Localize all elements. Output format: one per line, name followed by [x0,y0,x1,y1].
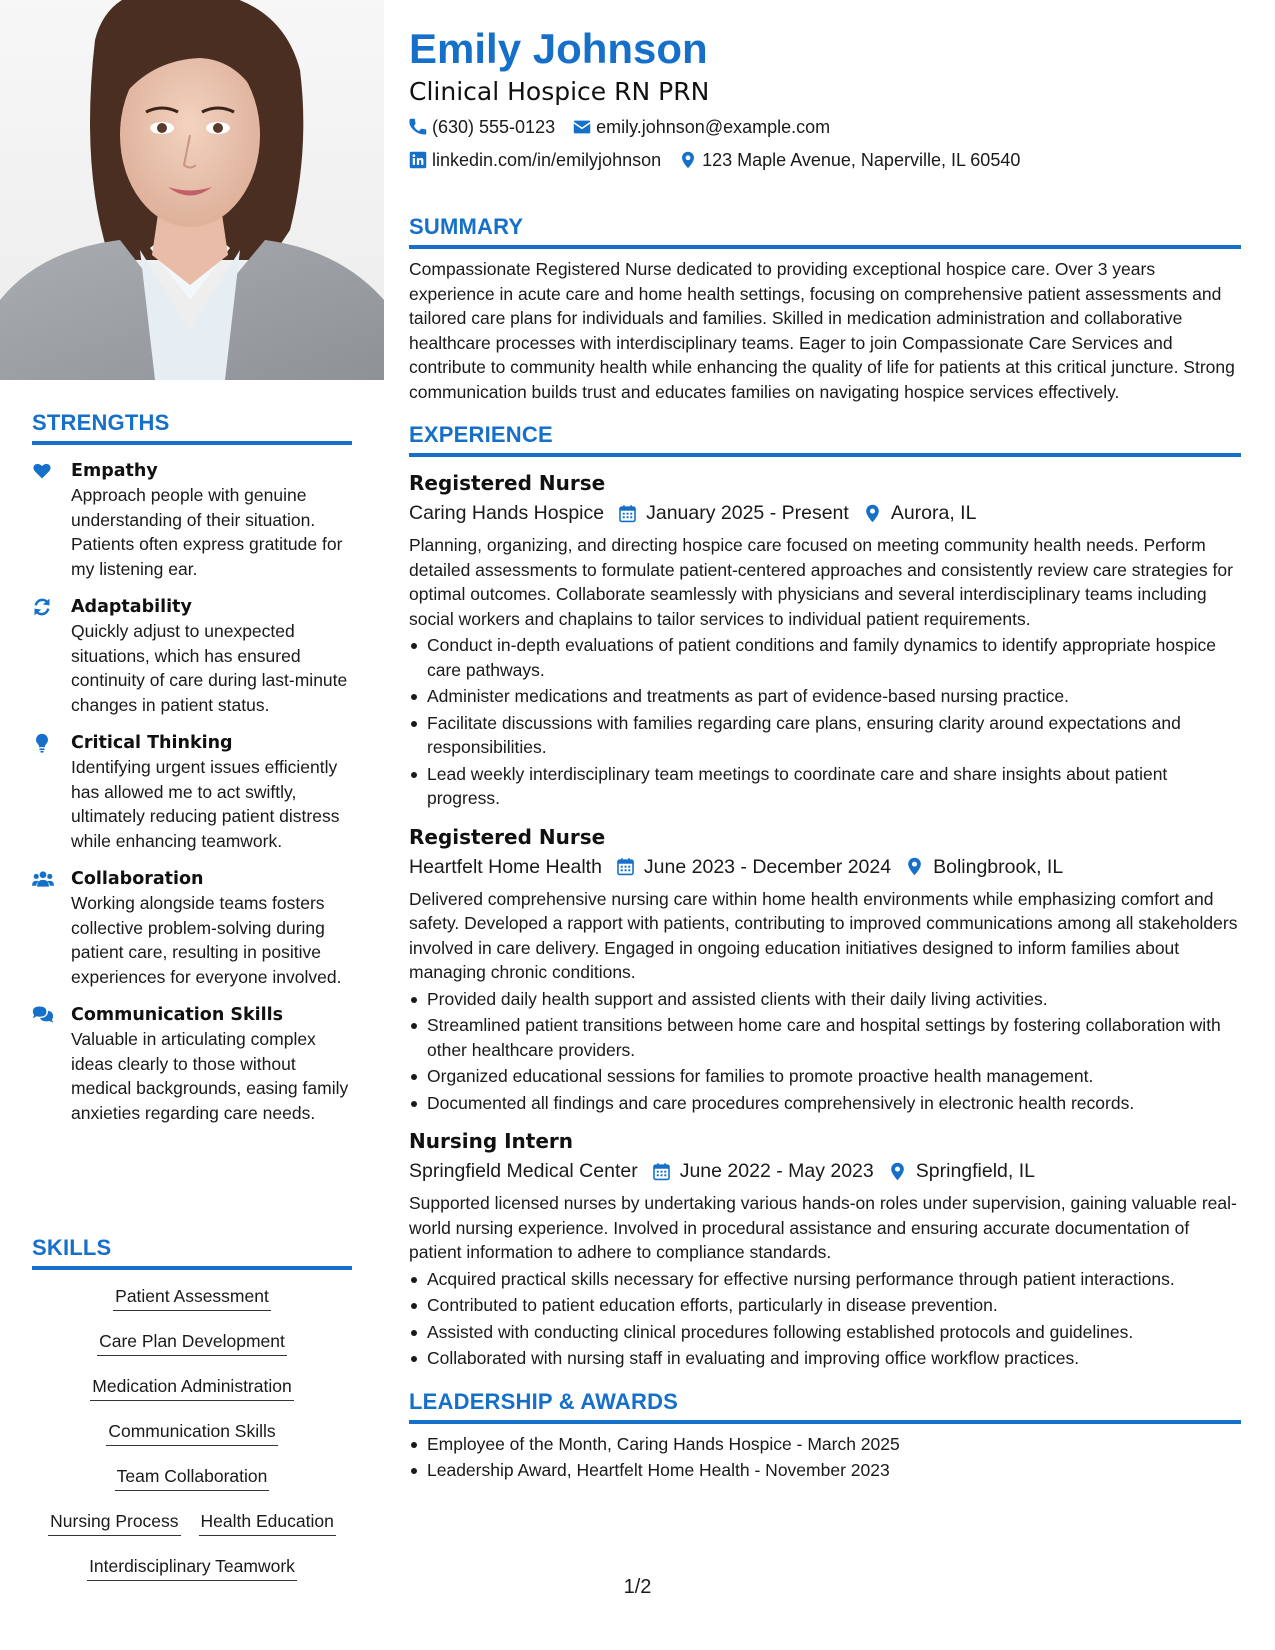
job-meta [409,1156,1241,1186]
strength-title: Critical Thinking [71,733,233,753]
job-entry [409,1127,1241,1371]
experience-divider [409,453,1241,457]
skill-tag: Interdisciplinary Teamwork [87,1554,297,1581]
map-marker-icon [863,504,882,523]
job-dates [652,1156,874,1186]
awards-list [409,1432,1241,1483]
strength-item [32,1003,352,1125]
job-description: Delivered comprehensive nursing care within home health environments while emphasizing comfort and safety. Developed a rapport with patients, contributing to improved communications among all stakeholders involved in care delivery. Engaged in ongoing education initiatives designed to inform families about managing chronic conditions. [409,888,1238,982]
job-location-text: Aurora, IL [890,502,977,524]
skill-tag: Care Plan Development [97,1329,287,1356]
list-item: Streamlined patient transitions between home care and hospital settings by fostering collaboration with other healthcare providers. [409,1013,1241,1062]
email-contact[interactable] [573,113,830,141]
calendar-icon [616,857,635,876]
linkedin-icon [409,151,427,169]
job-location [863,498,977,528]
calendar-icon [618,504,637,523]
skill-tag: Nursing Process [48,1509,180,1536]
email-text: emily.johnson@example.com [596,117,831,137]
experience-heading: EXPERIENCE [409,422,553,447]
list-item: Acquired practical skills necessary for effective nursing performance through patient interactions. [409,1267,1241,1292]
address-contact [679,146,1020,174]
job-dates [618,498,849,528]
skill-tag: Patient Assessment [113,1284,271,1311]
address-text: 123 Maple Avenue, Naperville, IL 60540 [702,150,1021,170]
list-item: Contributed to patient education efforts, particularly in disease prevention. [409,1293,1241,1318]
list-item: Conduct in-depth evaluations of patient conditions and family dynamics to identify appropriate hospice care pathways. [409,633,1241,682]
job-dates-text: January 2025 - Present [646,502,849,524]
job-bullets [409,1267,1241,1371]
skills-divider [32,1266,352,1270]
list-item: Administer medications and treatments as part of evidence-based nursing practice. [409,684,1241,709]
skill-tag: Health Education [199,1509,336,1536]
strength-description: Working alongside teams fosters collective problem-solving during patient care, resulting in positive experiences for everyone involved. [71,893,342,987]
list-item: Assisted with conducting clinical procedures following established protocols and guidelines. [409,1320,1241,1345]
strength-item [32,731,352,853]
summary-heading: SUMMARY [409,214,524,239]
job-title: Nursing Intern [409,1129,574,1153]
strengths-section [32,410,352,1125]
list-item: Lead weekly interdisciplinary team meetings to coordinate care and share insights about patient progress. [409,762,1241,811]
sync-icon [32,597,54,619]
contact-row [409,113,1241,141]
list-item: Facilitate discussions with families regarding care plans, ensuring clarity around expectations and responsibilities. [409,711,1241,760]
skill-tag: Medication Administration [90,1374,293,1401]
strength-description: Approach people with genuine understanding of their situation. Patients often express gratitude for my listening ear. [71,485,343,579]
strength-title: Communication Skills [71,1005,284,1025]
summary-section [409,214,1241,404]
job-location-text: Springfield, IL [915,1160,1036,1182]
list-item: Leadership Award, Heartfelt Home Health - November 2023 [409,1458,1241,1483]
list-item: Collaborated with nursing staff in evaluating and improving office workflow practices. [409,1346,1241,1371]
job-location [888,1156,1035,1186]
strength-description: Quickly adjust to unexpected situations, which has ensured continuity of care during last-minute changes in patient status. [71,621,348,715]
skills-list [32,1284,352,1581]
job-company: Springfield Medical Center [409,1160,638,1182]
strength-item [32,867,352,989]
job-location-text: Bolingbrook, IL [933,855,1064,878]
strength-item [32,459,352,581]
summary-text: Compassionate Registered Nurse dedicated to providing exceptional hospice care. Over 3 years experience in acute care and home health settings, focusing on comprehensive patient assessments and tailored care plans for individuals and families. Skilled in medication administration and collaborative healthcare processes with interdisciplinary teams. Eager to join Compassionate Care Services and contribute to community health while enhancing the quality of life for patients at this critical juncture. Strong communication builds trust and educates families on navigating hospice services effectively. [409,259,1235,402]
list-item: Provided daily health support and assisted clients with their daily living activities. [409,987,1241,1012]
candidate-role: Clinical Hospice RN PRN [409,77,710,106]
right-column [409,24,1241,1483]
skill-tag: Communication Skills [106,1419,277,1446]
skill-tag: Team Collaboration [115,1464,270,1491]
phone-text: (630) 555-0123 [432,117,556,137]
contact-row [409,146,1241,174]
lightbulb-icon [32,733,54,755]
list-item: Employee of the Month, Caring Hands Hospice - March 2025 [409,1432,1241,1457]
job-title: Registered Nurse [409,824,606,849]
strengths-heading: STRENGTHS [32,410,170,435]
job-meta [409,498,1241,528]
strength-title: Adaptability [71,597,192,617]
map-marker-icon [905,857,924,876]
strength-title: Collaboration [71,869,204,889]
experience-section [409,422,1241,1371]
map-marker-icon [888,1162,907,1181]
strength-description: Valuable in articulating complex ideas clearly to those without medical backgrounds, easing family anxieties regarding care needs. [71,1029,349,1123]
phone-contact[interactable] [409,113,555,141]
job-description: Planning, organizing, and directing hospice care focused on meeting community health needs. Perform detailed assessments to formulate patient-centered approaches and consistently review care strategies for optimal outcomes. Collaborate seamlessly with physicians and several interdisciplinary teams including social workers and chaplains to tailor services to individual patient requirements. [409,535,1233,629]
linkedin-contact[interactable] [409,146,661,174]
phone-icon [409,118,427,136]
job-description: Supported licensed nurses by undertaking various hands-on roles under supervision, gaining valuable real-world nursing experience. Involved in procedural assistance and ensuring accurate documentation of patient information to adhere to compliance standards. [409,1193,1237,1262]
job-entry [409,469,1241,811]
awards-section [409,1389,1241,1483]
profile-photo [0,0,384,380]
envelope-icon [573,118,591,136]
job-entry [409,823,1241,1116]
job-bullets [409,633,1241,811]
job-bullets [409,987,1241,1116]
strength-item [32,595,352,717]
job-location [905,852,1063,882]
comments-icon [32,1005,54,1027]
job-company: Heartfelt Home Health [409,855,602,878]
linkedin-text: linkedin.com/in/emilyjohnson [432,150,662,170]
skills-heading: SKILLS [32,1235,112,1260]
job-title: Registered Nurse [409,471,606,495]
list-item: Documented all findings and care procedures comprehensively in electronic health records. [409,1091,1241,1116]
job-dates-text: June 2023 - December 2024 [643,855,892,878]
job-meta [409,852,1241,882]
summary-divider [409,245,1241,249]
job-company: Caring Hands Hospice [409,502,605,524]
strength-description: Identifying urgent issues efficiently has allowed me to act swiftly, ultimately reducing patient distress while enhancing teamwork. [71,757,340,851]
candidate-name: Emily Johnson [409,25,708,72]
calendar-icon [652,1162,671,1181]
map-marker-icon [679,151,697,169]
skills-section [32,1235,352,1581]
strengths-divider [32,441,352,445]
awards-divider [409,1420,1241,1424]
page-number: 1/2 [623,1576,652,1598]
job-dates [616,852,891,882]
users-icon [32,869,54,891]
list-item: Organized educational sessions for families to promote proactive health management. [409,1064,1241,1089]
job-dates-text: June 2022 - May 2023 [679,1160,874,1182]
awards-heading: LEADERSHIP & AWARDS [409,1388,679,1414]
strength-title: Empathy [71,461,158,481]
heart-icon [32,461,54,483]
